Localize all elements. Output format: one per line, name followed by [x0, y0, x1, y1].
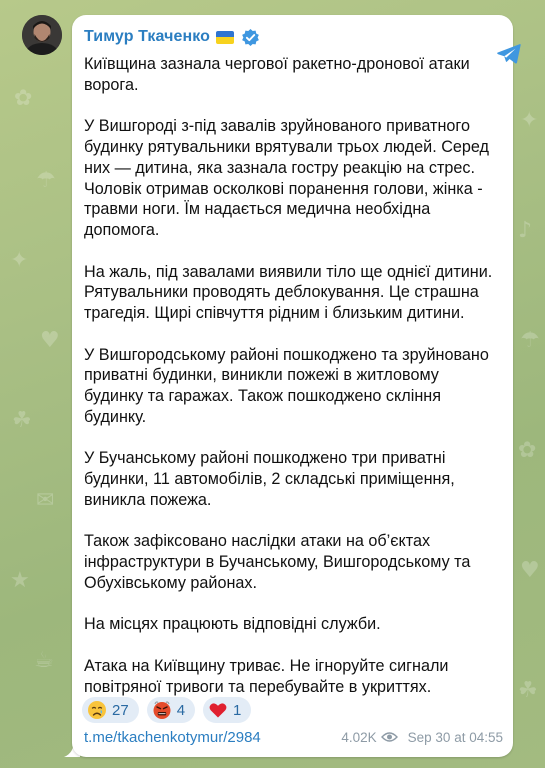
message-paragraph: У Бучанському районі пошкоджено три приватні будинки, 11 автомобілів, 2 складські приміщення, виникла пожежа.	[84, 449, 455, 509]
wallpaper-doodle-icon: ☕	[34, 648, 54, 673]
reaction-count: 1	[233, 701, 242, 719]
reactions-bar	[82, 697, 251, 723]
red-heart-icon	[208, 700, 228, 720]
message-paragraph: Також зафіксовано наслідки атаки на об’єктах інфраструктури в Бучанському, Вишгородському та Обухівському районах.	[84, 532, 471, 592]
wallpaper-doodle-icon: ☘	[12, 408, 32, 433]
message-timestamp: Sep 30 at 04:55	[407, 729, 503, 745]
wallpaper-doodle-icon: ♥	[40, 328, 60, 353]
message-paragraph: Київщина зазнала чергової ракетно-дронової атаки ворога.	[84, 55, 470, 94]
wallpaper-doodle-icon: ☂	[36, 168, 56, 193]
wallpaper-doodle-icon: ✿	[14, 86, 33, 111]
eye-icon	[381, 731, 398, 743]
message-paragraph: На жаль, під завалами виявили тіло ще однієї дитини. Рятувальники проводять деблокування. Це страшна трагедія. Щирі співчуття рідним і близьким дитини.	[84, 262, 493, 322]
ukraine-flag-icon	[216, 31, 234, 44]
reaction-crying[interactable]	[82, 697, 139, 723]
post-link[interactable]: t.me/tkachenkotymur/2984	[84, 728, 261, 746]
wallpaper-doodle-icon: ☘	[518, 678, 538, 703]
reaction-count: 4	[176, 701, 186, 719]
wallpaper-doodle-icon: ✿	[518, 438, 537, 463]
message-text	[84, 54, 504, 697]
wallpaper-doodle-icon: ✦	[520, 108, 539, 133]
sender-name[interactable]: Тимур Ткаченко	[84, 28, 211, 45]
message-paragraph: На місцях працюють відповідні служби.	[84, 615, 381, 634]
wallpaper-doodle-icon: ✦	[10, 248, 29, 273]
message-bubble	[72, 15, 513, 757]
message-paragraph: Атака на Київщину триває. Не ігноруйте сигнали повітряної тривоги та перебувайте в укриттях.	[84, 656, 449, 696]
angry-face-icon	[152, 700, 172, 720]
wallpaper-doodle-icon: ☂	[520, 328, 540, 353]
view-count: 4.02K	[341, 729, 377, 745]
verified-badge-icon	[241, 28, 260, 47]
reaction-angry[interactable]	[147, 697, 195, 723]
reaction-count: 27	[112, 701, 129, 719]
message-meta	[341, 730, 503, 745]
wallpaper-doodle-icon: ♥	[520, 558, 540, 583]
reaction-heart[interactable]	[203, 697, 251, 723]
wallpaper-doodle-icon: ★	[10, 568, 30, 593]
message-paragraph: У Вишгороді з-під завалів зруйнованого приватного будинку рятувальники врятували трьох людей. Серед них — дитина, яка зазнала гостру реакцію на стрес. Чоловік отримав осколкові поранення голови, жінка - травми ноги. Їм надається медична необхідна допомога.	[84, 117, 489, 239]
message-header	[84, 25, 260, 49]
crying-face-icon	[87, 700, 107, 720]
message-footer	[84, 726, 503, 748]
message-paragraph: У Вишгородському районі пошкоджено та зруйновано приватні будинки, виникли пожежі в житловому будинку та гаражах. Також пошкоджено скління будинку.	[84, 345, 489, 426]
channel-avatar[interactable]	[22, 15, 62, 55]
wallpaper-doodle-icon: ✉	[36, 488, 55, 513]
wallpaper-doodle-icon: ♪	[518, 218, 533, 243]
